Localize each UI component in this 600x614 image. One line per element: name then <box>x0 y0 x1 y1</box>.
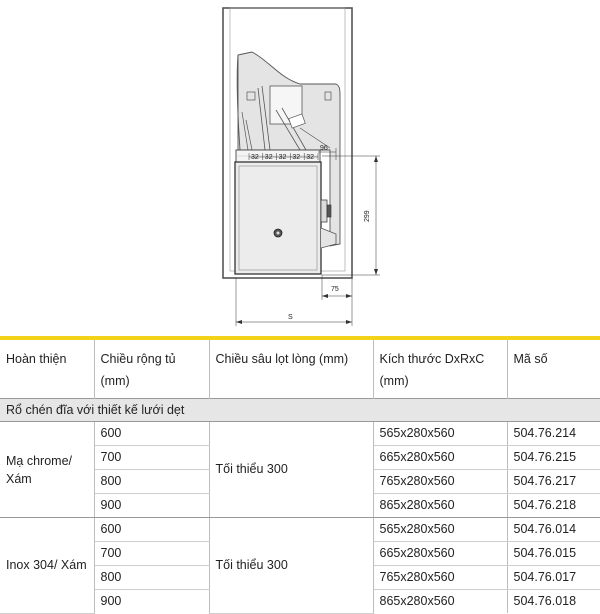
dim-height: 299 <box>364 210 371 222</box>
dim-depth: 75 <box>331 286 339 293</box>
code-cell: 504.76.214 <box>507 422 600 446</box>
code-cell: 504.76.218 <box>507 494 600 518</box>
size-cell: 865x280x560 <box>373 590 507 614</box>
basket-box <box>235 162 321 274</box>
size-cell: 765x280x560 <box>373 470 507 494</box>
code-cell: 504.76.015 <box>507 542 600 566</box>
depth-cell: Tối thiểu 300 <box>209 422 373 518</box>
finish-cell: Inox 304/ Xám <box>0 518 94 614</box>
size-cell: 565x280x560 <box>373 518 507 542</box>
width-cell: 900 <box>94 494 209 518</box>
col-width-header: Chiều rộng tủ (mm) <box>94 340 209 399</box>
size-cell: 865x280x560 <box>373 494 507 518</box>
spec-table <box>0 336 600 614</box>
section-row <box>0 399 600 422</box>
width-cell: 700 <box>94 446 209 470</box>
finish-cell: Mạ chrome/ Xám <box>0 422 94 518</box>
width-cell: 800 <box>94 470 209 494</box>
dim-spacing-1: 32 <box>251 154 259 161</box>
table-row <box>0 422 600 446</box>
dim-offset: 96 <box>320 145 328 152</box>
width-cell: 600 <box>94 518 209 542</box>
code-cell: 504.76.215 <box>507 446 600 470</box>
size-cell: 665x280x560 <box>373 446 507 470</box>
code-cell: 504.76.017 <box>507 566 600 590</box>
width-cell: 900 <box>94 590 209 614</box>
size-cell: 565x280x560 <box>373 422 507 446</box>
dim-spacing-5: 32 <box>306 154 314 161</box>
table-header <box>0 340 600 399</box>
depth-cell: Tối thiểu 300 <box>209 518 373 614</box>
dim-spacing-3: 32 <box>278 154 287 161</box>
col-depth-header: Chiều sâu lọt lòng (mm) <box>209 340 373 399</box>
size-cell: 665x280x560 <box>373 542 507 566</box>
col-code-header: Mã số <box>513 352 548 366</box>
dim-spacing-2: 32 <box>264 154 273 161</box>
col-finish-header: Hoàn thiện <box>0 340 94 399</box>
size-cell: 765x280x560 <box>373 566 507 590</box>
width-cell: 700 <box>94 542 209 566</box>
dim-spacing-4: 32 <box>292 154 301 161</box>
col-size-header: Kích thước DxRxC (mm) <box>373 340 507 399</box>
section-title: Rổ chén đĩa với thiết kế lưới dẹt <box>0 399 600 422</box>
width-cell: 800 <box>94 566 209 590</box>
table-row <box>0 518 600 542</box>
width-cell: 600 <box>94 422 209 446</box>
code-cell: 504.76.018 <box>513 594 577 608</box>
code-cell: 504.76.014 <box>507 518 600 542</box>
code-cell: 504.76.217 <box>507 470 600 494</box>
dim-width: S <box>288 314 293 321</box>
